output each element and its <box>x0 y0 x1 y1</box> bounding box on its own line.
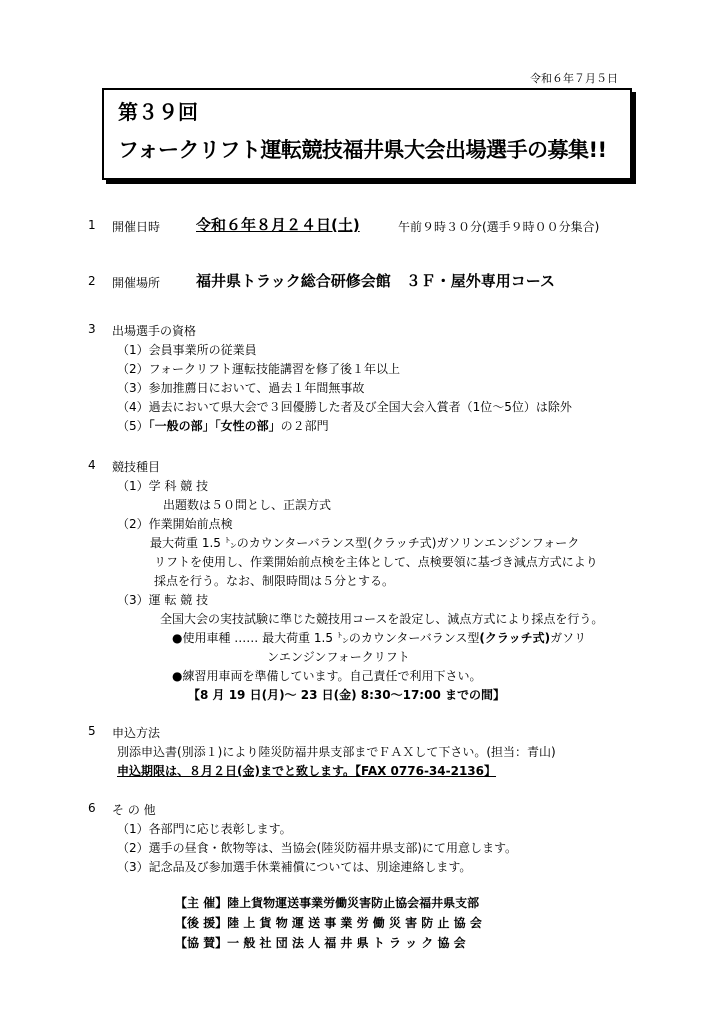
section-5-number: 5 <box>88 724 96 738</box>
sponsor-cosponsor: 【協 賛】一 般 社 団 法 人 福 井 県 ト ラ ッ ク 協 会 <box>175 936 466 950</box>
section-3-label: 出場選手の資格 <box>112 324 197 338</box>
application-text: 別添申込書(別添１)により陸災防福井県支部までＦＡＸして下さい。(担当：青山) <box>117 745 556 759</box>
section-3-number: 3 <box>88 322 96 336</box>
section-2-number: 2 <box>88 274 96 288</box>
event-description: リフトを使用し、作業開始前点検を主体として、点検要領に基づき減点方式により <box>154 555 598 569</box>
section-6-label: そ の 他 <box>112 803 156 817</box>
section-2-label: 開催場所 <box>112 276 161 290</box>
event-venue: 福井県トラック総合研修会館 ３Ｆ・屋外専用コース <box>196 272 555 290</box>
application-deadline: 申込期限は、８月２日(金)までと致します。【FAX 0776-34-2136】 <box>117 764 497 778</box>
sponsor-organizer: 【主 催】陸上貨物運送事業労働災害防止協会福井県支部 <box>175 896 480 910</box>
practice-bullet: ●練習用車両を準備しています。自己責任で利用下さい。 <box>172 669 482 683</box>
vehicle-bullet <box>172 629 586 646</box>
other-item: （2）選手の昼食・飲物等は、当協会(陸災防福井県支部)にて用意します。 <box>117 841 518 855</box>
event-subtitle: （1）学 科 競 技 <box>117 479 209 493</box>
event-description: 全国大会の実技試験に準じた競技用コースを設定し、減点方式により採点を行う。 <box>160 612 604 626</box>
clutch-type: (クラッチ式) <box>479 631 551 645</box>
other-item: （1）各部門に応じ表彰します。 <box>117 822 292 836</box>
section-5-label: 申込方法 <box>112 726 161 740</box>
event-time: 午前９時３０分(選手９時００分集合) <box>398 220 600 234</box>
qualification-item: （3）参加推薦日において、過去１年間無事故 <box>117 381 365 395</box>
qualification-item-suffix: の２部門 <box>280 419 329 433</box>
section-1-label: 開催日時 <box>112 220 161 234</box>
vehicle-bullet-text: ●使用車種 …… 最大荷重 1.5 ㌧のカウンターバランス型 <box>172 631 480 645</box>
vehicle-bullet-end: ガソリ <box>550 631 587 645</box>
division-names: 「一般の部」「女性の部」 <box>148 419 281 433</box>
section-4-label: 競技種目 <box>112 460 161 474</box>
sponsor-supporter: 【後 援】陸 上 貨 物 運 送 事 業 労 働 災 害 防 止 協 会 <box>175 916 482 930</box>
section-6-number: 6 <box>88 801 96 815</box>
event-subtitle: （2）作業開始前点検 <box>117 517 233 531</box>
qualification-item-prefix: （5） <box>117 419 149 433</box>
vehicle-bullet-continued: ンエンジンフォークリフト <box>267 650 410 664</box>
event-date: 令和６年８月２４日(土) <box>196 216 360 234</box>
title-box <box>102 88 632 180</box>
event-description: 採点を行う。なお、制限時間は５分とする。 <box>154 574 395 588</box>
qualification-item: （1）会員事業所の従業員 <box>117 343 257 357</box>
event-description: 出題数は５０問とし、正誤方式 <box>163 498 332 512</box>
event-subtitle: （3）運 転 競 技 <box>117 593 209 607</box>
qualification-item: （4）過去において県大会で３回優勝した者及び全国大会入賞者（1位～5位）は除外 <box>117 400 572 414</box>
title-edition: 第３９回 <box>118 100 198 124</box>
practice-period: 【8 月 19 日(月)～ 23 日(金) 8:30～17:00 までの間】 <box>188 688 505 702</box>
document-date: 令和６年７月５日 <box>530 72 618 85</box>
section-1-number: 1 <box>88 218 96 232</box>
qualification-item: （2）フォークリフト運転技能講習を修了後１年以上 <box>117 362 401 376</box>
other-item: （3）記念品及び参加選手休業補償については、別途連絡します。 <box>117 860 472 874</box>
event-description: 最大荷重 1.5 ㌧のカウンターバランス型(クラッチ式)ガソリンエンジンフォーク <box>150 536 580 550</box>
qualification-item <box>117 417 329 434</box>
page-title: フォークリフト運転競技福井県大会出場選手の募集!! <box>118 138 607 162</box>
section-4-number: 4 <box>88 458 96 472</box>
